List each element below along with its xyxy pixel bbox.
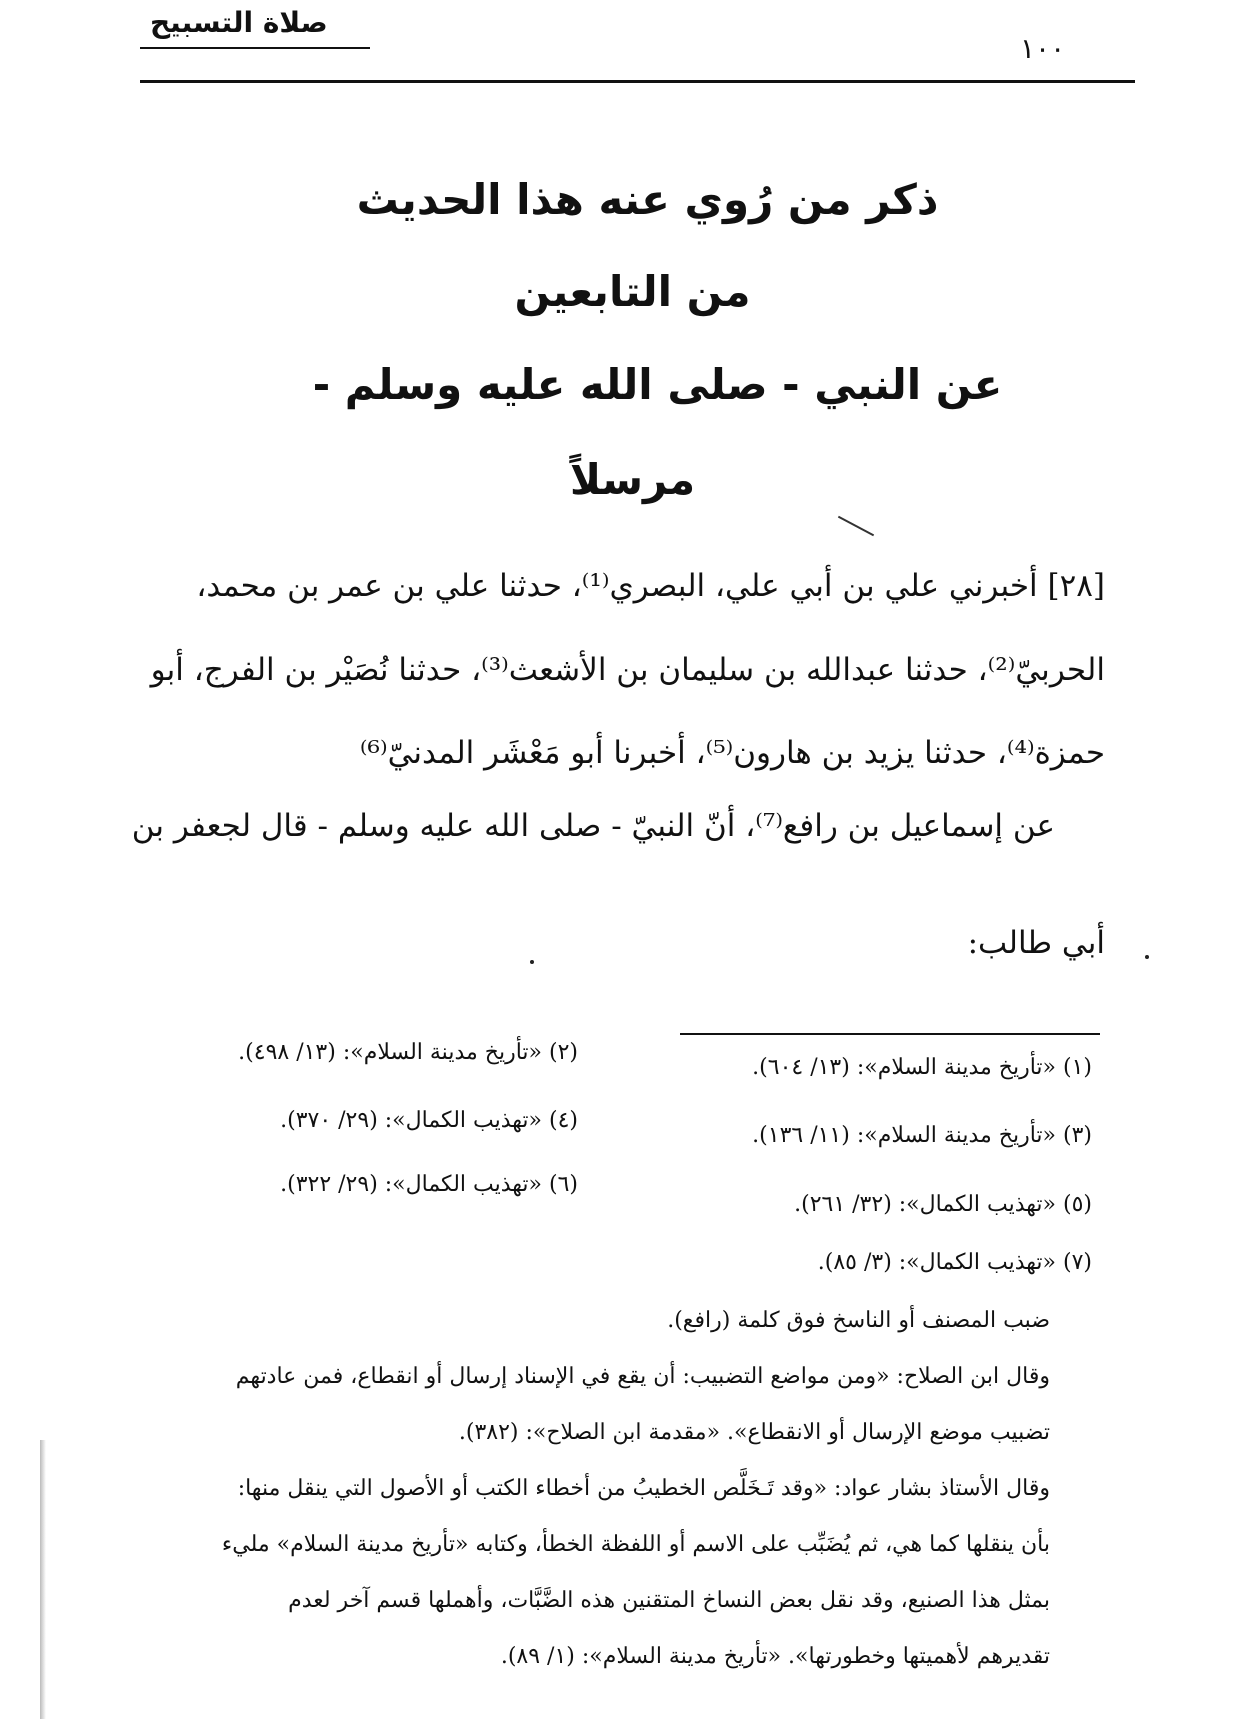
- stray-pen-mark: [838, 516, 874, 537]
- body-line-3: حمزة⁽⁴⁾، حدثنا يزيد بن هارون⁽⁵⁾، أخبرنا أبو مَعْشَر المدنيّ⁽⁶⁾: [359, 735, 1105, 771]
- footnote-6: (٦) «تهذيب الكمال»: (٢٩/ ٣٢٢).: [280, 1172, 578, 1197]
- note-line: بمثل هذا الصنيع، وقد نقل بعض النساخ المتقنين هذه الضَّبَّات، وأهملها قسم آخر لعدم: [288, 1588, 1050, 1613]
- note-line: وقال الأستاذ بشار عواد: «وقد تَـخَلَّص الخطيبُ من أخطاء الكتب أو الأصول التي ينقل منها:: [237, 1476, 1050, 1501]
- footnote-3: (٣) «تأريخ مدينة السلام»: (١١/ ١٣٦).: [752, 1123, 1092, 1148]
- body-line-1: [٢٨] أخبرني علي بن أبي علي، البصري⁽¹⁾، حدثنا علي بن عمر بن محمد،: [196, 568, 1105, 604]
- body-line-4: عن إسماعيل بن رافع⁽⁷⁾، أنّ النبيّ - صلى الله عليه وسلم - قال لجعفر بن: [131, 808, 1055, 844]
- footnote-separator: [680, 1033, 1100, 1035]
- heading-line-3: عن النبي - صلى الله عليه وسلم -: [312, 360, 1003, 409]
- body-line-2: الحربيّ⁽²⁾، حدثنا عبدالله بن سليمان بن الأشعث⁽³⁾، حدثنا نُصَيْر بن الفرج، أبو: [150, 652, 1105, 688]
- body-line-5: أبي طالب:: [967, 925, 1105, 961]
- stray-dot: [530, 960, 534, 964]
- footnote-5: (٥) «تهذيب الكمال»: (٣٢/ ٢٦١).: [794, 1192, 1092, 1217]
- footnote-2: (٢) «تأريخ مدينة السلام»: (١٣/ ٤٩٨).: [238, 1040, 578, 1065]
- footnote-4: (٤) «تهذيب الكمال»: (٢٩/ ٣٧٠).: [280, 1108, 578, 1133]
- footnote-1: (١) «تأريخ مدينة السلام»: (١٣/ ٦٠٤).: [752, 1055, 1092, 1080]
- note-line: ضبب المصنف أو الناسخ فوق كلمة (رافع).: [667, 1308, 1050, 1333]
- heading-line-4: مرسلاً: [569, 455, 696, 504]
- footnote-7: (٧) «تهذيب الكمال»: (٣/ ٨٥).: [817, 1250, 1092, 1275]
- heading-line-1: ذكر من رُوي عنه هذا الحديث: [356, 175, 939, 224]
- note-line: بأن ينقلها كما هي، ثم يُضَبِّب على الاسم أو اللفظة الخطأ، وكتابه «تأريخ مدينة السلام» مليء: [221, 1532, 1050, 1557]
- note-line: تضبيب موضع الإرسال أو الانقطاع». «مقدمة ابن الصلاح»: (٣٨٢).: [458, 1420, 1050, 1445]
- scan-edge-shadow: [40, 1440, 46, 1719]
- note-line: تقديرهم لأهميتها وخطورتها». «تأريخ مدينة السلام»: (١/ ٨٩).: [500, 1644, 1050, 1669]
- header-short-rule: [140, 47, 370, 49]
- stray-dot: [1145, 955, 1149, 959]
- page-number: ١٠٠: [1020, 32, 1066, 65]
- running-title: صلاة التسبيح: [150, 6, 328, 39]
- note-line: وقال ابن الصلاح: «ومن مواضع التضبيب: أن يقع في الإسناد إرسال أو انقطاع، فمن عادتهم: [235, 1364, 1050, 1389]
- header-rule: [140, 80, 1135, 83]
- heading-line-2: من التابعين: [514, 267, 751, 316]
